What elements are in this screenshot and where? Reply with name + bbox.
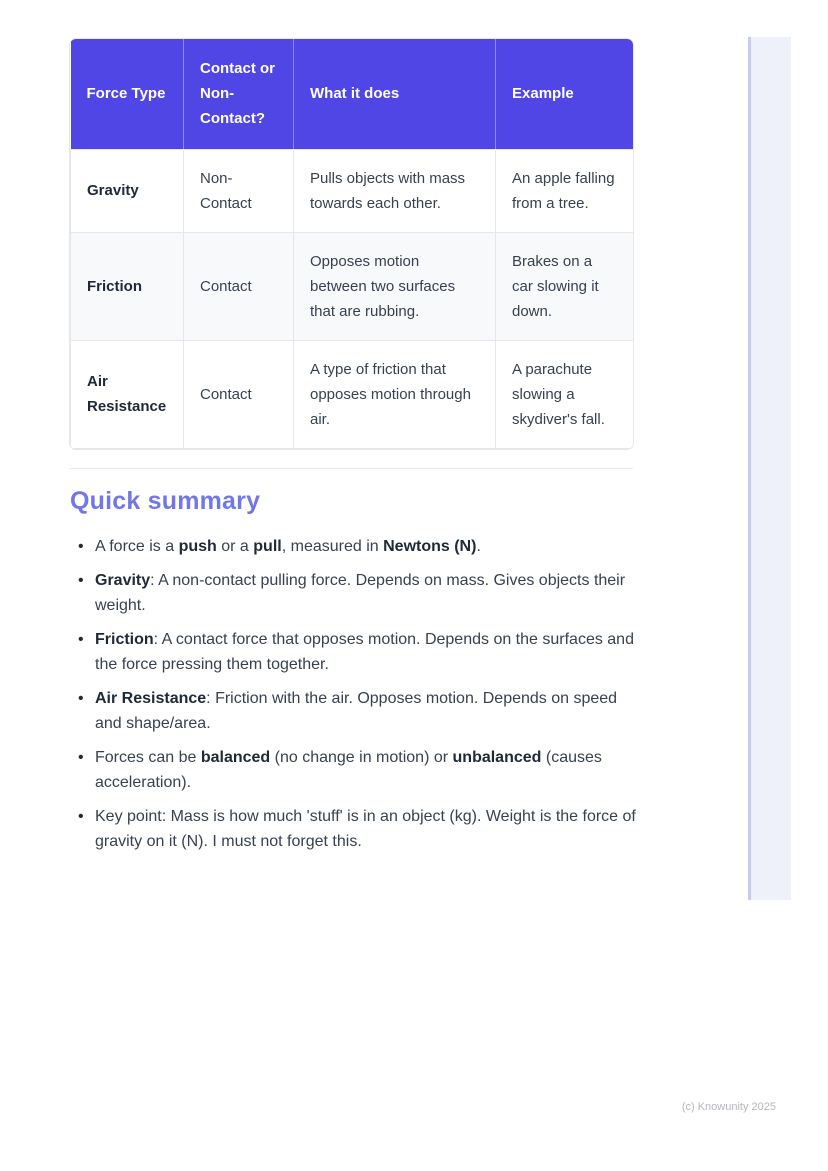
table-row xyxy=(71,149,634,232)
column-header: What it does xyxy=(294,39,496,149)
table-cell: Air Resistance xyxy=(71,340,184,448)
table-row xyxy=(71,340,634,448)
table-cell: Friction xyxy=(71,232,184,340)
quick-summary-list xyxy=(70,534,638,863)
summary-bullet: • Friction: A contact force that opposes motion. Depends on the surfaces and the force pressing them together. xyxy=(70,627,638,677)
table-cell: Opposes motion between two surfaces that are rubbing. xyxy=(294,232,496,340)
table-cell: Gravity xyxy=(71,149,184,232)
forces-table-body xyxy=(71,149,634,448)
table-cell: Contact xyxy=(184,340,294,448)
forces-table-header xyxy=(71,39,634,149)
table-cell: A parachute slowing a skydiver's fall. xyxy=(496,340,634,448)
column-header: Force Type xyxy=(71,39,184,149)
table-cell: Contact xyxy=(184,232,294,340)
column-header: Contact or Non-Contact? xyxy=(184,39,294,149)
summary-bullet: • A force is a push or a pull, measured in Newtons (N). xyxy=(70,534,638,559)
table-cell: Brakes on a car slowing it down. xyxy=(496,232,634,340)
table-cell: Pulls objects with mass towards each other. xyxy=(294,149,496,232)
summary-bullet: • Key point: Mass is how much 'stuff' is in an object (kg). Weight is the force of gravity on it (N). I must not forget this. xyxy=(70,804,638,854)
table-header-row xyxy=(71,39,634,149)
summary-bullet: • Forces can be balanced (no change in motion) or unbalanced (causes acceleration). xyxy=(70,745,638,795)
summary-bullet: • Gravity: A non-contact pulling force. Depends on mass. Gives objects their weight. xyxy=(70,568,638,618)
table-cell: A type of friction that opposes motion through air. xyxy=(294,340,496,448)
column-header: Example xyxy=(496,39,634,149)
next-page-edge-panel xyxy=(748,37,791,900)
section-divider xyxy=(70,468,633,469)
table-row xyxy=(71,232,634,340)
copyright-credit: (c) Knowunity 2025 xyxy=(681,1101,776,1113)
summary-bullet: • Air Resistance: Friction with the air. Opposes motion. Depends on speed and shape/area. xyxy=(70,686,638,736)
forces-table-container xyxy=(70,39,633,449)
table-cell: An apple falling from a tree. xyxy=(496,149,634,232)
quick-summary-heading: Quick summary xyxy=(70,487,261,515)
forces-table xyxy=(70,39,633,449)
table-cell: Non-Contact xyxy=(184,149,294,232)
